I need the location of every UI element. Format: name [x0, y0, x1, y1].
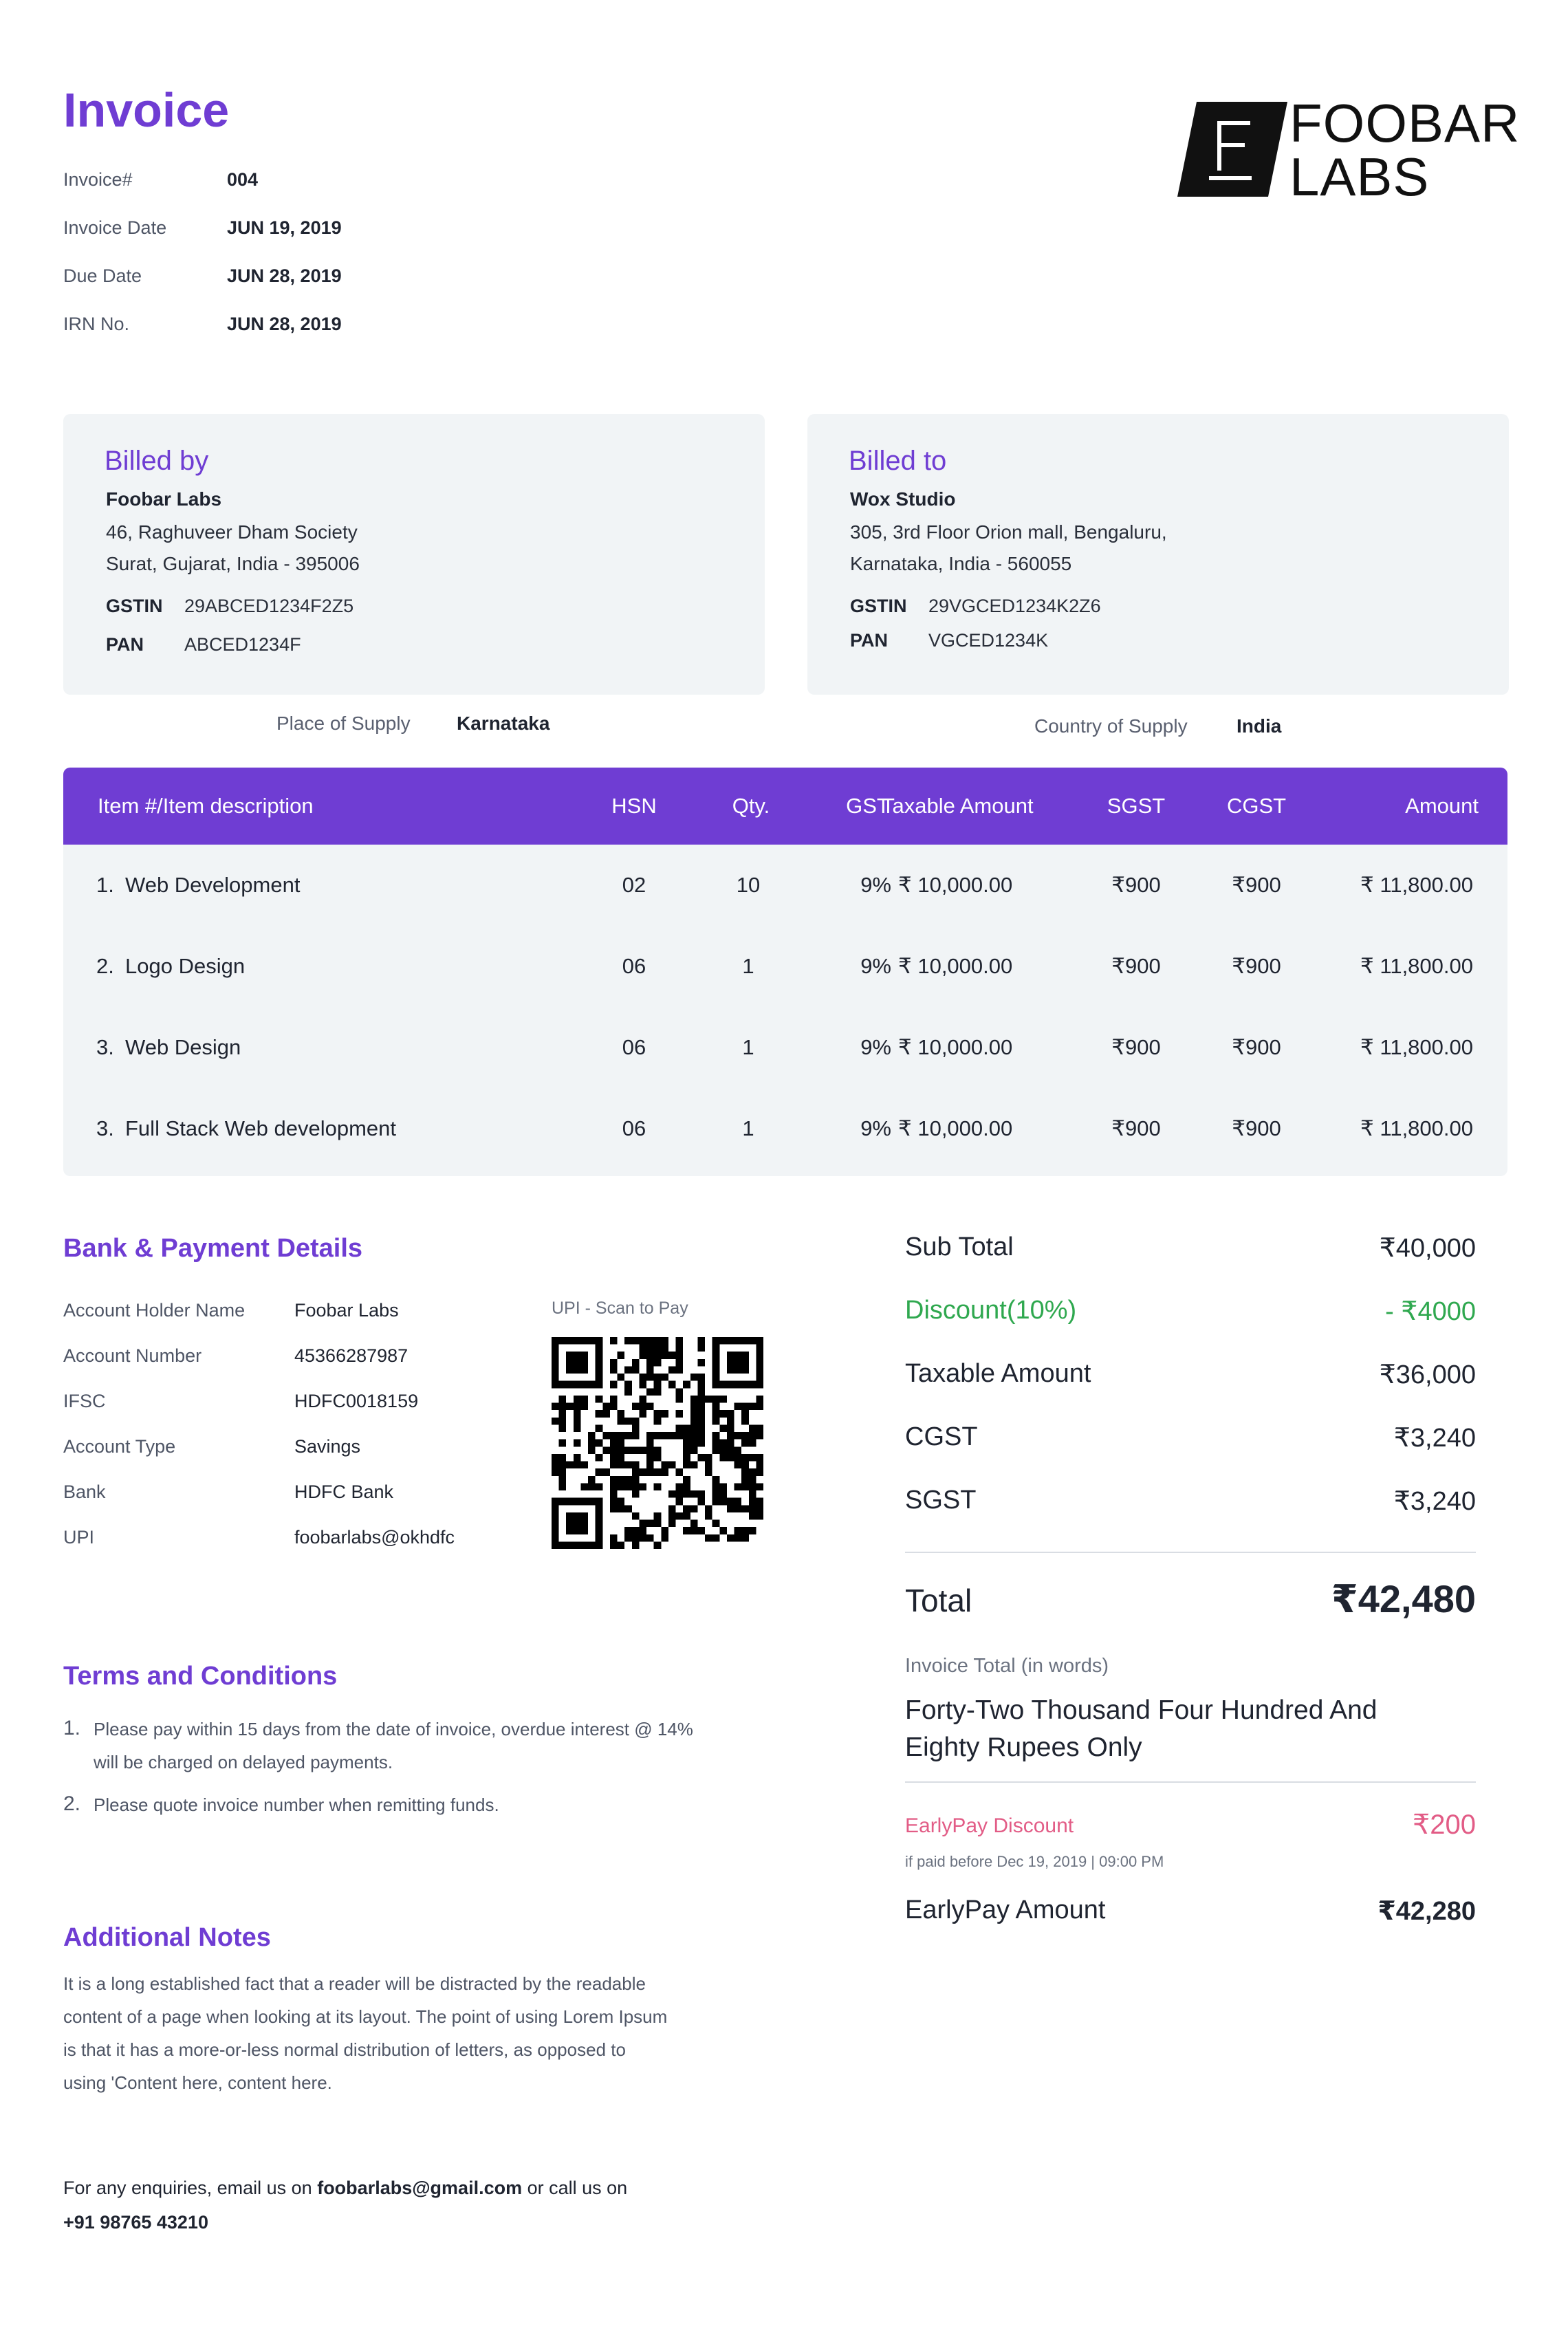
row-taxable: ₹ 10,000.00 [898, 1116, 1013, 1140]
billed-by-address1: 46, Raghuveer Dham Society [106, 521, 358, 543]
totals-divider [905, 1552, 1476, 1553]
bank-label: UPI [63, 1527, 95, 1548]
invoice-number-row [63, 169, 476, 197]
col-taxable: Taxable Amount [882, 794, 1034, 818]
term-line: Please quote invoice number when remitting funds. [94, 1794, 499, 1815]
billed-to-address1: 305, 3rd Floor Orion mall, Bengaluru, [850, 521, 1167, 543]
place-of-supply-label: Place of Supply [276, 713, 411, 734]
discount-value: - ₹4000 [1385, 1297, 1476, 1326]
col-item: Item #/Item description [98, 794, 314, 818]
country-of-supply-value: India [1237, 715, 1282, 737]
irn-row [63, 314, 476, 341]
bank-value: HDFC Bank [294, 1482, 394, 1502]
row-cgst: ₹900 [1232, 873, 1281, 897]
row-description: Full Stack Web development [125, 1116, 397, 1140]
earlypay-amount-value: ₹42,280 [1378, 1897, 1476, 1926]
sub-total-value: ₹40,000 [1379, 1234, 1476, 1263]
earlypay-discount-label: EarlyPay Discount [905, 1814, 1074, 1837]
bank-label: Bank [63, 1482, 106, 1502]
col-hsn: HSN [611, 794, 657, 818]
taxable-amount-label: Taxable Amount [905, 1359, 1091, 1388]
col-qty: Qty. [732, 794, 770, 818]
notes-title: Additional Notes [63, 1923, 271, 1952]
meta-label: Due Date [63, 265, 142, 286]
total-value: ₹42,480 [1331, 1577, 1476, 1620]
invoice-date-row [63, 217, 476, 245]
term-text [94, 1788, 781, 1821]
sub-total-label: Sub Total [905, 1233, 1014, 1261]
gstin-value: 29VGCED1234K2Z6 [928, 596, 1101, 616]
items-table-body [63, 845, 1507, 1176]
row-gst: 9% [860, 954, 891, 978]
row-qty: 1 [742, 1035, 754, 1059]
bank-value: 45366287987 [294, 1345, 409, 1366]
term-number: 2. [63, 1792, 81, 1815]
logo-text [1289, 93, 1521, 207]
total-in-words-line1: Forty-Two Thousand Four Hundred And [905, 1695, 1378, 1725]
footer-prefix: For any enquiries, email us on [63, 2178, 312, 2198]
bank-value: Savings [294, 1436, 361, 1457]
earlypay-discount-value: ₹200 [1412, 1810, 1476, 1840]
meta-label: Invoice Date [63, 217, 167, 238]
billed-to-address2: Karnataka, India - 560055 [850, 553, 1072, 574]
row-cgst: ₹900 [1232, 1035, 1281, 1059]
logo-mark-icon [1177, 102, 1287, 197]
row-qty: 1 [742, 954, 754, 978]
row-hsn: 06 [622, 1116, 646, 1140]
row-sgst: ₹900 [1111, 1035, 1161, 1059]
footer-contact [63, 2178, 627, 2199]
footer-middle: or call us on [527, 2178, 628, 2198]
row-number: 2. [96, 954, 114, 978]
row-sgst: ₹900 [1111, 873, 1161, 897]
row-hsn: 06 [622, 1035, 646, 1059]
total-label: Total [905, 1583, 972, 1618]
row-number: 3. [96, 1116, 114, 1140]
notes-line: is that it has a more-or-less normal distribution of letters, as opposed to [63, 2039, 626, 2060]
table-row [63, 1007, 1507, 1088]
row-sgst: ₹900 [1111, 1116, 1161, 1140]
cgst-value: ₹3,240 [1393, 1424, 1476, 1453]
gstin-label: GSTIN [850, 596, 907, 616]
term-text [94, 1713, 781, 1779]
row-description: Logo Design [125, 954, 246, 978]
logo-line1: FOOBAR [1289, 93, 1521, 153]
meta-label: Invoice# [63, 169, 133, 190]
sgst-label: SGST [905, 1486, 977, 1515]
row-qty: 10 [736, 873, 761, 897]
col-amount: Amount [1405, 794, 1479, 818]
place-of-supply-value: Karnataka [457, 713, 550, 734]
pan-value: VGCED1234K [928, 630, 1049, 651]
pan-label: PAN [850, 630, 889, 651]
gstin-value: 29ABCED1234F2Z5 [184, 596, 354, 616]
row-number: 1. [96, 873, 114, 897]
row-sgst: ₹900 [1111, 954, 1161, 978]
terms-title: Terms and Conditions [63, 1662, 338, 1691]
bank-label: Account Type [63, 1436, 176, 1457]
row-amount: ₹ 11,800.00 [1360, 954, 1473, 978]
row-taxable: ₹ 10,000.00 [898, 954, 1013, 978]
bank-label: Account Holder Name [63, 1300, 246, 1321]
earlypay-divider [905, 1781, 1476, 1783]
row-hsn: 06 [622, 954, 646, 978]
table-row [63, 1088, 1507, 1169]
qr-modules [552, 1337, 763, 1549]
term-line: Please pay within 15 days from the date of invoice, overdue interest @ 14% [94, 1719, 693, 1739]
notes-line: content of a page when looking at its layout. The point of using Lorem Ipsum [63, 2006, 668, 2027]
row-qty: 1 [742, 1116, 754, 1140]
notes-line: It is a long established fact that a reader will be distracted by the readable [63, 1973, 646, 1994]
upi-qr-code-icon[interactable] [552, 1337, 763, 1549]
billed-to-card [807, 414, 1509, 695]
bank-label: Account Number [63, 1345, 202, 1366]
row-taxable: ₹ 10,000.00 [898, 873, 1013, 897]
billed-by-card [63, 414, 765, 695]
meta-value: JUN 28, 2019 [227, 314, 342, 334]
total-in-words-line2: Eighty Rupees Only [905, 1733, 1142, 1762]
earlypay-amount-label: EarlyPay Amount [905, 1896, 1106, 1924]
bank-label: IFSC [63, 1391, 106, 1411]
col-gst: GST [846, 794, 890, 818]
row-number: 3. [96, 1035, 114, 1059]
row-amount: ₹ 11,800.00 [1360, 1116, 1473, 1140]
earlypay-note: if paid before Dec 19, 2019 | 09:00 PM [905, 1853, 1164, 1870]
bank-value: HDFC0018159 [294, 1391, 419, 1411]
total-in-words-label: Invoice Total (in words) [905, 1655, 1109, 1677]
row-hsn: 02 [622, 873, 646, 897]
country-of-supply-label: Country of Supply [1034, 715, 1188, 737]
row-gst: 9% [860, 873, 891, 897]
row-gst: 9% [860, 1035, 891, 1059]
row-description: Web Development [125, 873, 301, 897]
row-amount: ₹ 11,800.00 [1360, 873, 1473, 897]
billed-to-title: Billed to [849, 446, 947, 476]
row-cgst: ₹900 [1232, 954, 1281, 978]
due-date-row [63, 265, 476, 293]
meta-value: 004 [227, 169, 259, 190]
sgst-value: ₹3,240 [1393, 1487, 1476, 1516]
gstin-label: GSTIN [106, 596, 163, 616]
billed-by-title: Billed by [105, 446, 209, 476]
row-cgst: ₹900 [1232, 1116, 1281, 1140]
footer-email-link[interactable]: foobarlabs@gmail.com [317, 2178, 523, 2198]
col-sgst: SGST [1107, 794, 1166, 818]
term-line: will be charged on delayed payments. [94, 1752, 393, 1772]
row-taxable: ₹ 10,000.00 [898, 1035, 1013, 1059]
billed-to-name: Wox Studio [850, 488, 956, 510]
pan-label: PAN [106, 634, 144, 655]
total-in-words [905, 1692, 1377, 1766]
bank-value: foobarlabs@okhdfc [294, 1527, 455, 1548]
billed-by-address2: Surat, Gujarat, India - 395006 [106, 553, 360, 574]
meta-label: IRN No. [63, 314, 130, 334]
bank-value: Foobar Labs [294, 1300, 399, 1321]
table-row [63, 926, 1507, 1007]
notes-text [63, 1967, 785, 2099]
table-row [63, 845, 1507, 926]
discount-label: Discount(10%) [905, 1296, 1077, 1325]
company-logo [1177, 93, 1535, 207]
bank-section-title: Bank & Payment Details [63, 1234, 363, 1263]
col-cgst: CGST [1226, 794, 1287, 818]
pan-value: ABCED1234F [184, 634, 301, 655]
meta-value: JUN 28, 2019 [227, 265, 342, 286]
upi-scan-label: UPI - Scan to Pay [552, 1299, 688, 1318]
page-title: Invoice [63, 83, 230, 137]
term-number: 1. [63, 1717, 81, 1739]
cgst-label: CGST [905, 1422, 978, 1451]
taxable-amount-value: ₹36,000 [1379, 1360, 1476, 1389]
footer-phone-link[interactable]: +91 98765 43210 [63, 2212, 208, 2233]
row-amount: ₹ 11,800.00 [1360, 1035, 1473, 1059]
row-gst: 9% [860, 1116, 891, 1140]
meta-value: JUN 19, 2019 [227, 217, 342, 238]
notes-line: using 'Content here, content here. [63, 2072, 332, 2093]
row-description: Web Design [125, 1035, 241, 1059]
items-table-header [63, 768, 1507, 845]
logo-line2: LABS [1289, 147, 1430, 207]
billed-by-name: Foobar Labs [106, 488, 222, 510]
